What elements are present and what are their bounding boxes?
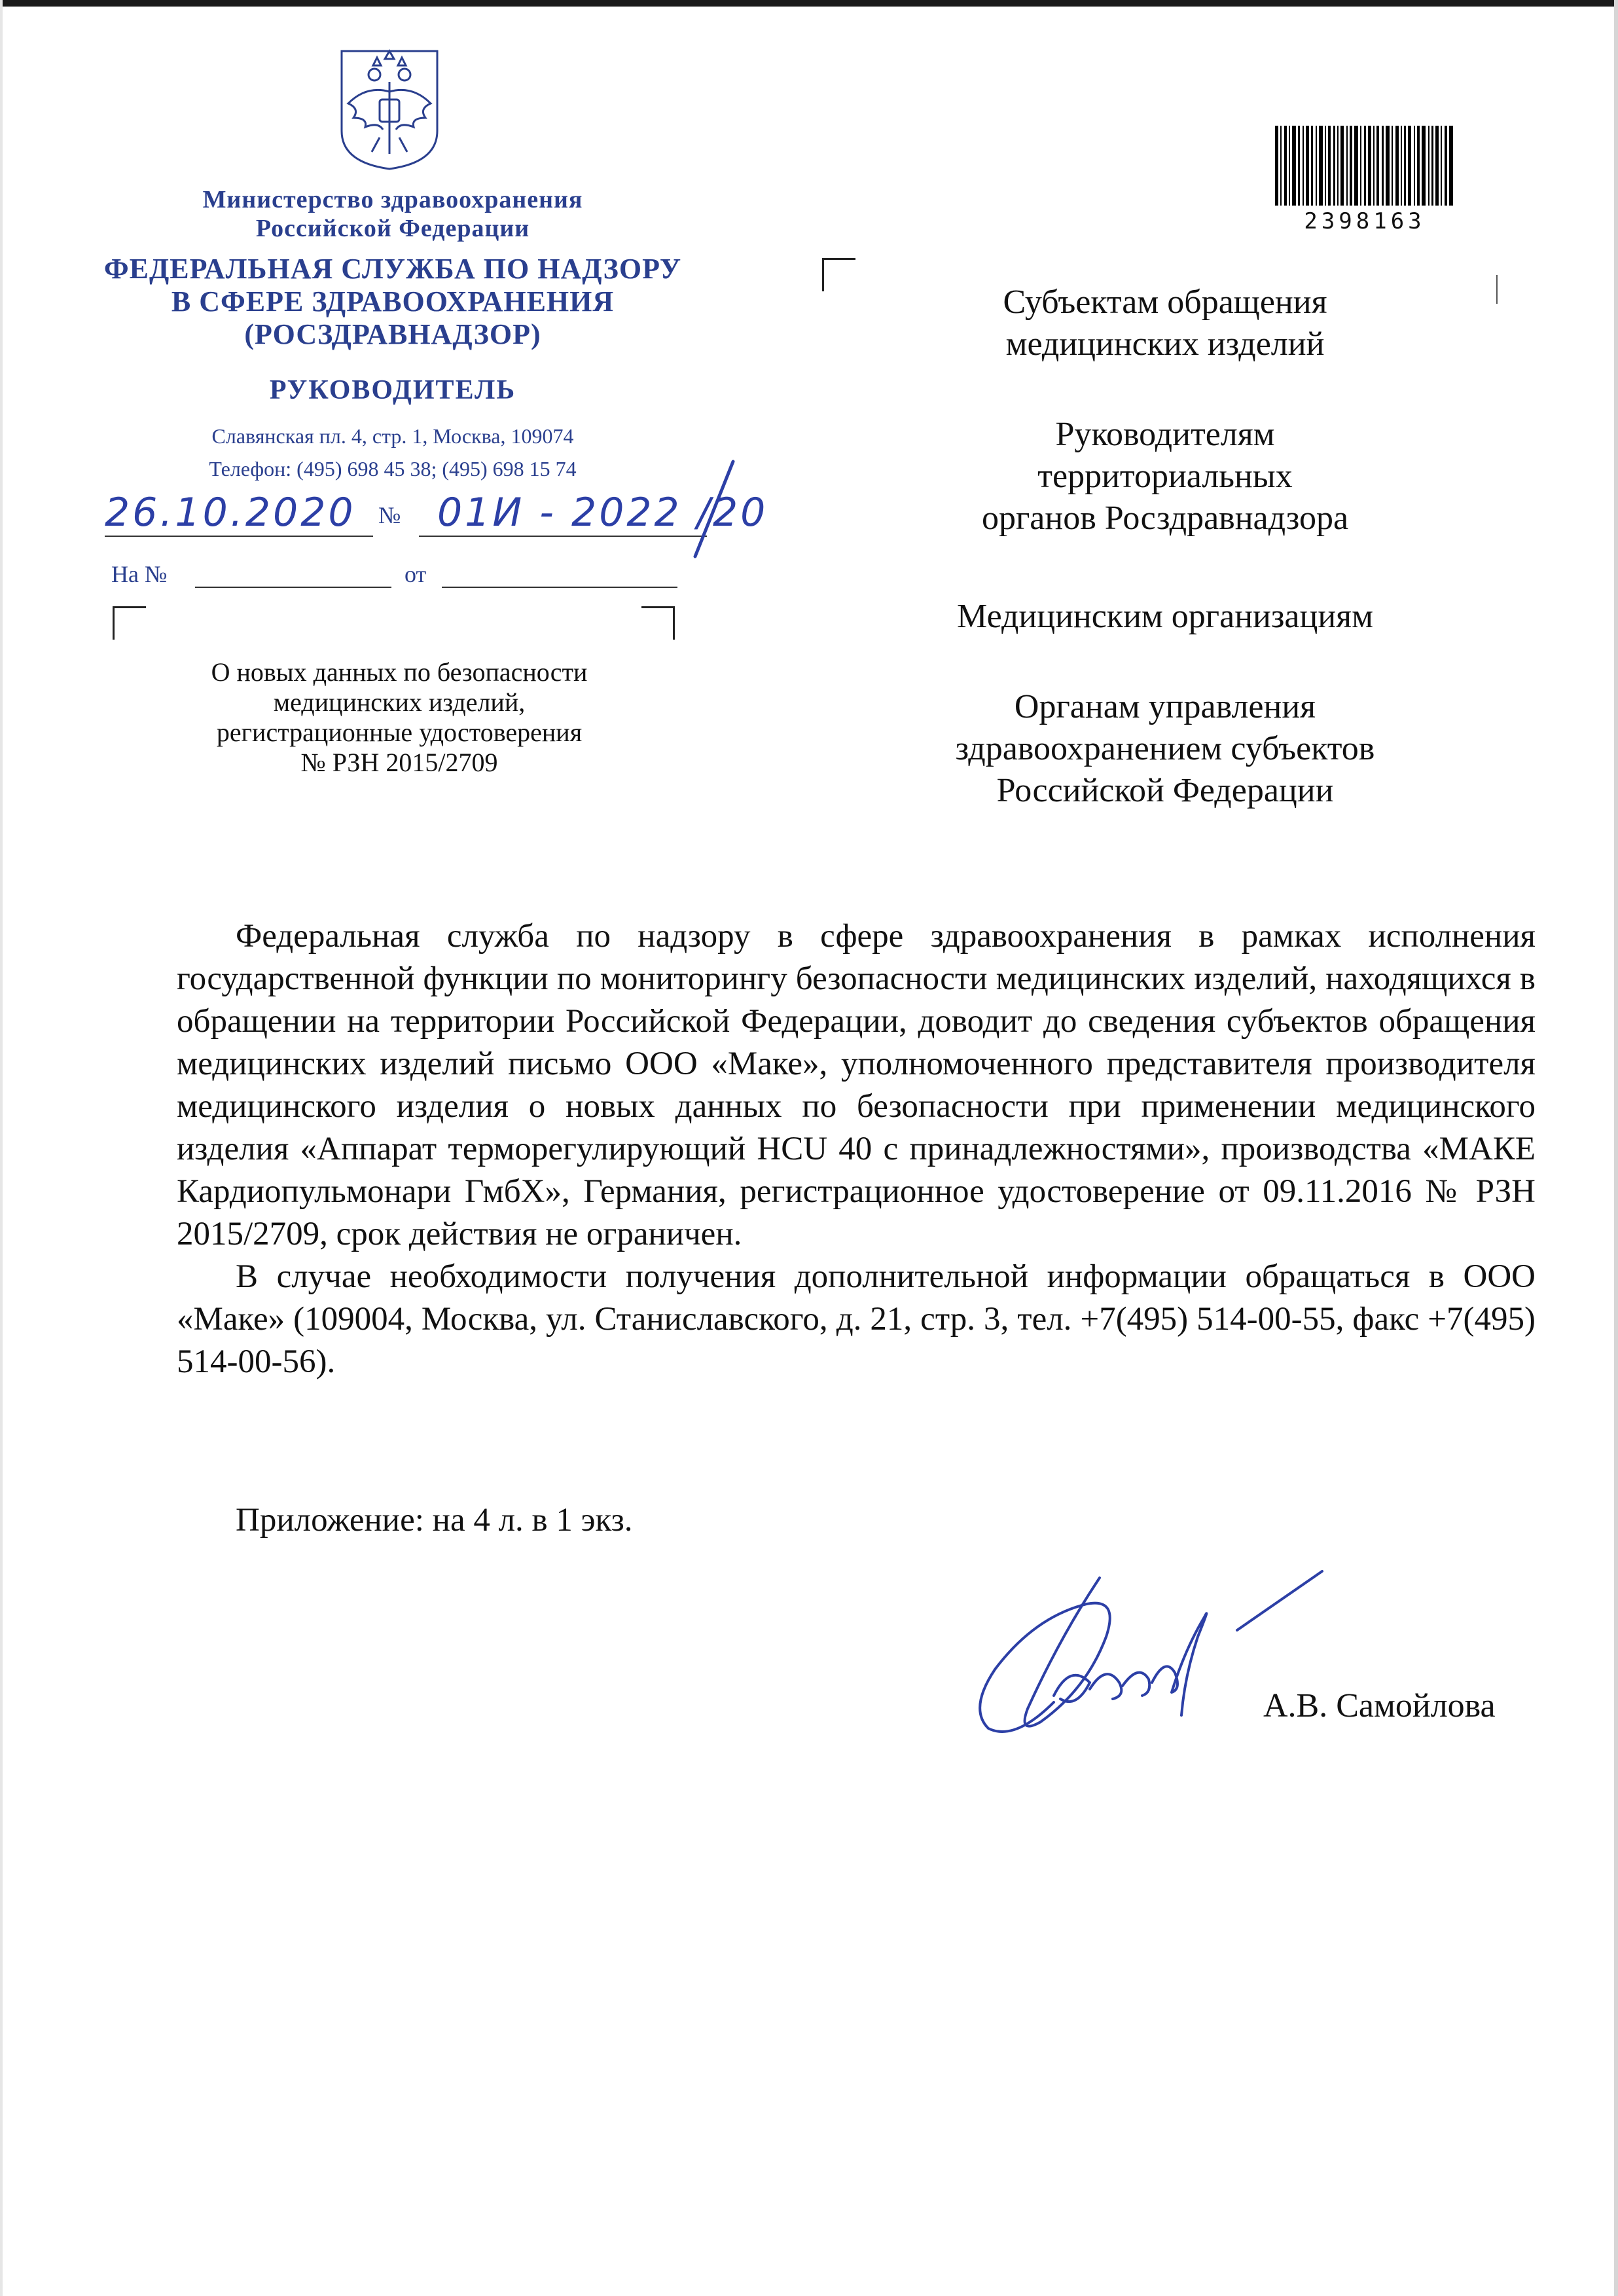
state-emblem-icon bbox=[334, 46, 445, 170]
barcode bbox=[1275, 126, 1453, 206]
reply-date-line bbox=[442, 587, 677, 588]
ministry-name-line1: Министерство здравоохранения bbox=[202, 186, 583, 213]
recipient-line: органов Росздравнадзора bbox=[981, 500, 1349, 537]
handwritten-number: 01И - 2022 /20 bbox=[437, 490, 768, 536]
phone: Телефон: (495) 698 45 38; (495) 698 15 74 bbox=[209, 457, 577, 481]
number-sign: № bbox=[378, 502, 401, 528]
recipient-line: Медицинским организациям bbox=[957, 598, 1373, 635]
date-underline bbox=[105, 536, 373, 537]
recipient-line: Субъектам обращения bbox=[1003, 283, 1327, 321]
recipient-group-4 bbox=[903, 686, 1427, 812]
recipient-line: медицинских изделий bbox=[1005, 325, 1325, 363]
recipient-line: Руководителям bbox=[1055, 416, 1275, 453]
letter-body bbox=[177, 915, 1536, 1383]
recipient-line: здравоохранением субъектов bbox=[955, 730, 1375, 767]
address: Славянская пл. 4, стр. 1, Москва, 109074 bbox=[211, 424, 574, 448]
scan-top-edge bbox=[0, 0, 1618, 7]
recipient-line: Органам управления bbox=[1014, 688, 1316, 725]
subject-line4: № РЗН 2015/2709 bbox=[300, 748, 498, 777]
service-name-line2: В СФЕРЕ ЗДРАВООХРАНЕНИЯ bbox=[171, 285, 615, 318]
handwritten-slash-stroke bbox=[687, 458, 740, 563]
attachment-note: Приложение: на 4 л. в 1 экз. bbox=[236, 1502, 633, 1539]
scan-right-edge bbox=[1614, 0, 1618, 2296]
subject-corner-right bbox=[641, 606, 675, 640]
handwritten-date: 26.10.2020 bbox=[105, 490, 356, 536]
service-name-line1: ФЕДЕРАЛЬНАЯ СЛУЖБА ПО НАДЗОРУ bbox=[103, 253, 682, 285]
recipient-group-1 bbox=[903, 282, 1427, 365]
recipient-corner-marker bbox=[822, 258, 855, 291]
signatory-name: А.В. Самойлова bbox=[1263, 1687, 1496, 1724]
subject-line2: медицинских изделий, bbox=[273, 687, 526, 717]
attachment-block bbox=[177, 1499, 1536, 1542]
recipient-group-2 bbox=[903, 414, 1427, 539]
recipient-tick-mark bbox=[1496, 275, 1498, 304]
recipient-line: территориальных bbox=[1037, 458, 1293, 495]
recipient-group-3 bbox=[903, 596, 1427, 638]
recipient-line: Российской Федерации bbox=[996, 772, 1334, 809]
body-paragraph-2: В случае необходимости получения дополнительной информации обращаться в ООО «Маке» (109004, Москва, ул. Станиславского, д. 21, стр. 3, тел. +7(495) 514-00-55, факс +7(495) 514-00-56). bbox=[177, 1258, 1536, 1380]
subject-line3: регистрационные удостоверения bbox=[216, 718, 583, 747]
barcode-number: 2398163 bbox=[1304, 208, 1426, 234]
scan-left-edge bbox=[0, 0, 3, 2296]
reply-number-label: На № bbox=[111, 561, 168, 587]
service-name-line3: (РОСЗДРАВНАДЗОР) bbox=[244, 318, 541, 350]
reply-number-line bbox=[195, 587, 391, 588]
reply-from-label: от bbox=[404, 561, 427, 587]
body-paragraph-1: Федеральная служба по надзору в сфере здравоохранения в рамках исполнения государственной функции по мониторингу безопасности медицинских изделий, находящихся в обращении на территории Российской Федерации, доводит до сведения субъектов обращения медицинских изделий письмо ООО «Маке», уполномоченного представителя производителя медицинского изделия о новых данных по безопасности при применении медицинского изделия «Аппарат терморегулирующий HCU 40 с принадлежностями», производства «МАКЕ Кардиопульмонари ГмбХ», Германия, регистрационное удостоверение от 09.11.2016 № РЗН 2015/2709, срок действия не ограничен. bbox=[177, 918, 1536, 1252]
subject-corner-left bbox=[113, 606, 146, 640]
ministry-name-line2: Российской Федерации bbox=[255, 215, 530, 242]
subject-line1: О новых данных по безопасности bbox=[211, 657, 588, 687]
head-role: РУКОВОДИТЕЛЬ bbox=[269, 375, 516, 405]
handwritten-signature bbox=[956, 1558, 1361, 1774]
number-underline bbox=[419, 536, 707, 537]
